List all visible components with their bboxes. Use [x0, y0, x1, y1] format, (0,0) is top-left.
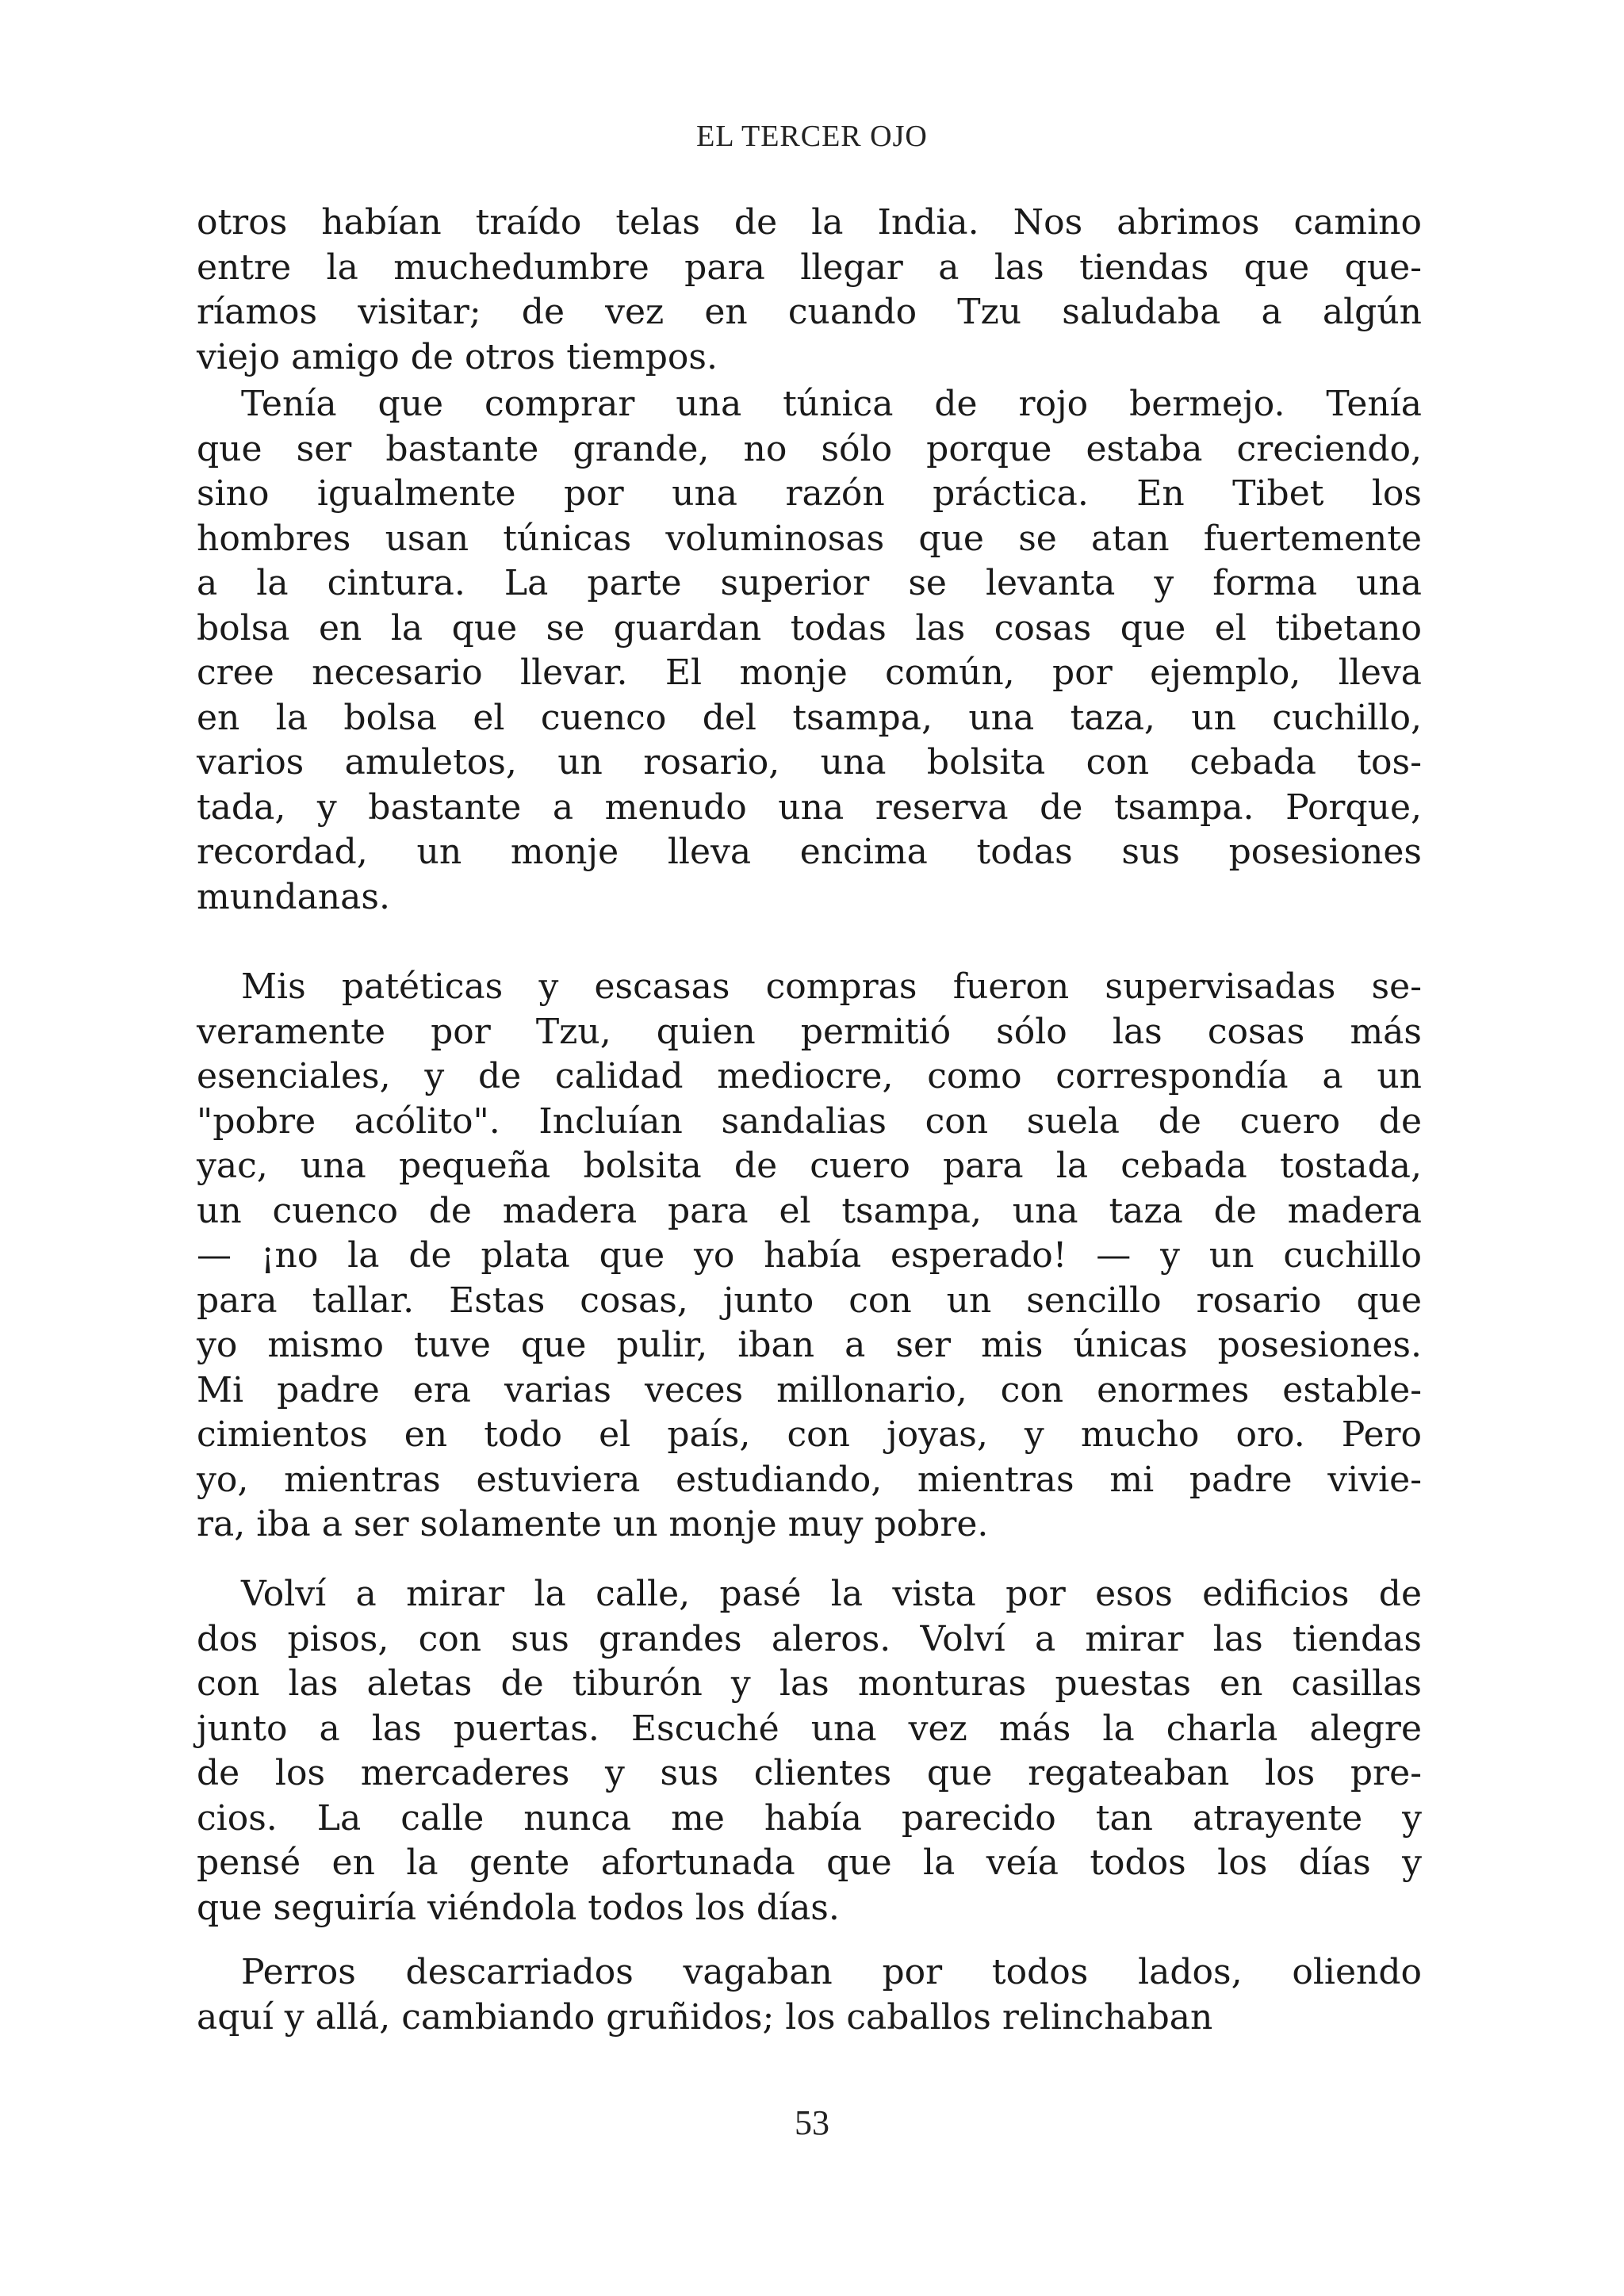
text-line: pensé en la gente afortunada que la veía todos los días y	[197, 1843, 1422, 1883]
paragraph-3	[197, 965, 1422, 1548]
text-line: dos pisos, con sus grandes aleros. Volví a mirar las tiendas	[197, 1618, 1422, 1659]
text-line: Volví a mirar la calle, pasé la vista por esos edificios de	[241, 1574, 1422, 1614]
text-line: en la bolsa el cuenco del tsampa, una taza, un cuchillo,	[197, 697, 1422, 738]
text-line: varios amuletos, un rosario, una bolsita con cebada tos-	[197, 742, 1422, 783]
paragraph-5	[197, 1950, 1422, 2040]
running-header: EL TERCER OJO	[696, 120, 928, 153]
text-line: tada, y bastante a menudo una reserva de tsampa. Porque,	[197, 786, 1422, 828]
text-line: de los mercaderes y sus clientes que regateaban los pre-	[197, 1753, 1422, 1793]
text-line: "pobre acólito". Incluían sandalias con suela de cuero de	[197, 1100, 1422, 1142]
text-line: Tenía que comprar una túnica de rojo bermejo. Tenía	[241, 384, 1422, 424]
page-number: 53	[795, 2103, 829, 2142]
text-line: que ser bastante grande, no sólo porque estaba creciendo,	[197, 428, 1422, 469]
text-line: recordad, un monje lleva encima todas sus posesiones	[197, 832, 1422, 872]
text-line: cree necesario llevar. El monje común, por ejemplo, lleva	[197, 652, 1422, 693]
text-line: cios. La calle nunca me había parecido tan atrayente y	[197, 1797, 1422, 1839]
text-line: yac, una pequeña bolsita de cuero para la cebada tostada,	[197, 1146, 1422, 1186]
text-line: hombres usan túnicas voluminosas que se atan fuertemente	[197, 518, 1422, 559]
text-line: otros habían traído telas de la India. Nos abrimos camino	[197, 202, 1422, 243]
text-line: — ¡no la de plata que yo había esperado! — y un cuchillo	[197, 1235, 1422, 1276]
text-line: ra, iba a ser solamente un monje muy pobre.	[197, 1504, 989, 1544]
paragraph-2	[197, 382, 1422, 920]
text-line: viejo amigo de otros tiempos.	[197, 336, 718, 377]
text-line: junto a las puertas. Escuché una vez más la charla alegre	[197, 1708, 1422, 1749]
text-line: mundanas.	[197, 876, 390, 917]
text-line: Mi padre era varias veces millonario, con enormes estable-	[197, 1369, 1422, 1410]
paragraph-4	[197, 1572, 1422, 1931]
text-line: aquí y allá, cambiando gruñidos; los caballos relinchaban	[197, 1996, 1213, 2038]
text-line: Perros descarriados vagaban por todos lados, oliendo	[241, 1952, 1422, 1992]
text-line: bolsa en la que se guardan todas las cosas que el tibetano	[197, 607, 1422, 649]
text-line: con las aletas de tiburón y las monturas puestas en casillas	[197, 1663, 1422, 1704]
text-line: ríamos visitar; de vez en cuando Tzu saludaba a algún	[197, 292, 1422, 332]
text-line: esenciales, y de calidad mediocre, como correspondía a un	[197, 1056, 1422, 1096]
text-line: Mis patéticas y escasas compras fueron supervisadas se-	[241, 966, 1422, 1007]
text-line: para tallar. Estas cosas, junto con un sencillo rosario que	[197, 1280, 1422, 1321]
text-line: yo, mientras estuviera estudiando, mientras mi padre vivie-	[197, 1459, 1422, 1500]
text-line: entre la muchedumbre para llegar a las tiendas que que-	[197, 247, 1422, 288]
text-line: que seguiría viéndola todos los días.	[197, 1887, 840, 1928]
text-line: un cuenco de madera para el tsampa, una taza de madera	[197, 1190, 1422, 1231]
paragraph-1	[197, 201, 1422, 380]
text-line: cimientos en todo el país, con joyas, y mucho oro. Pero	[197, 1414, 1422, 1455]
text-line: a la cintura. La parte superior se levanta y forma una	[197, 563, 1422, 603]
text-line: sino igualmente por una razón práctica. En Tibet los	[197, 473, 1422, 514]
text-line: veramente por Tzu, quien permitió sólo las cosas más	[197, 1011, 1422, 1052]
text-line: yo mismo tuve que pulir, iban a ser mis únicas posesiones.	[197, 1325, 1422, 1365]
